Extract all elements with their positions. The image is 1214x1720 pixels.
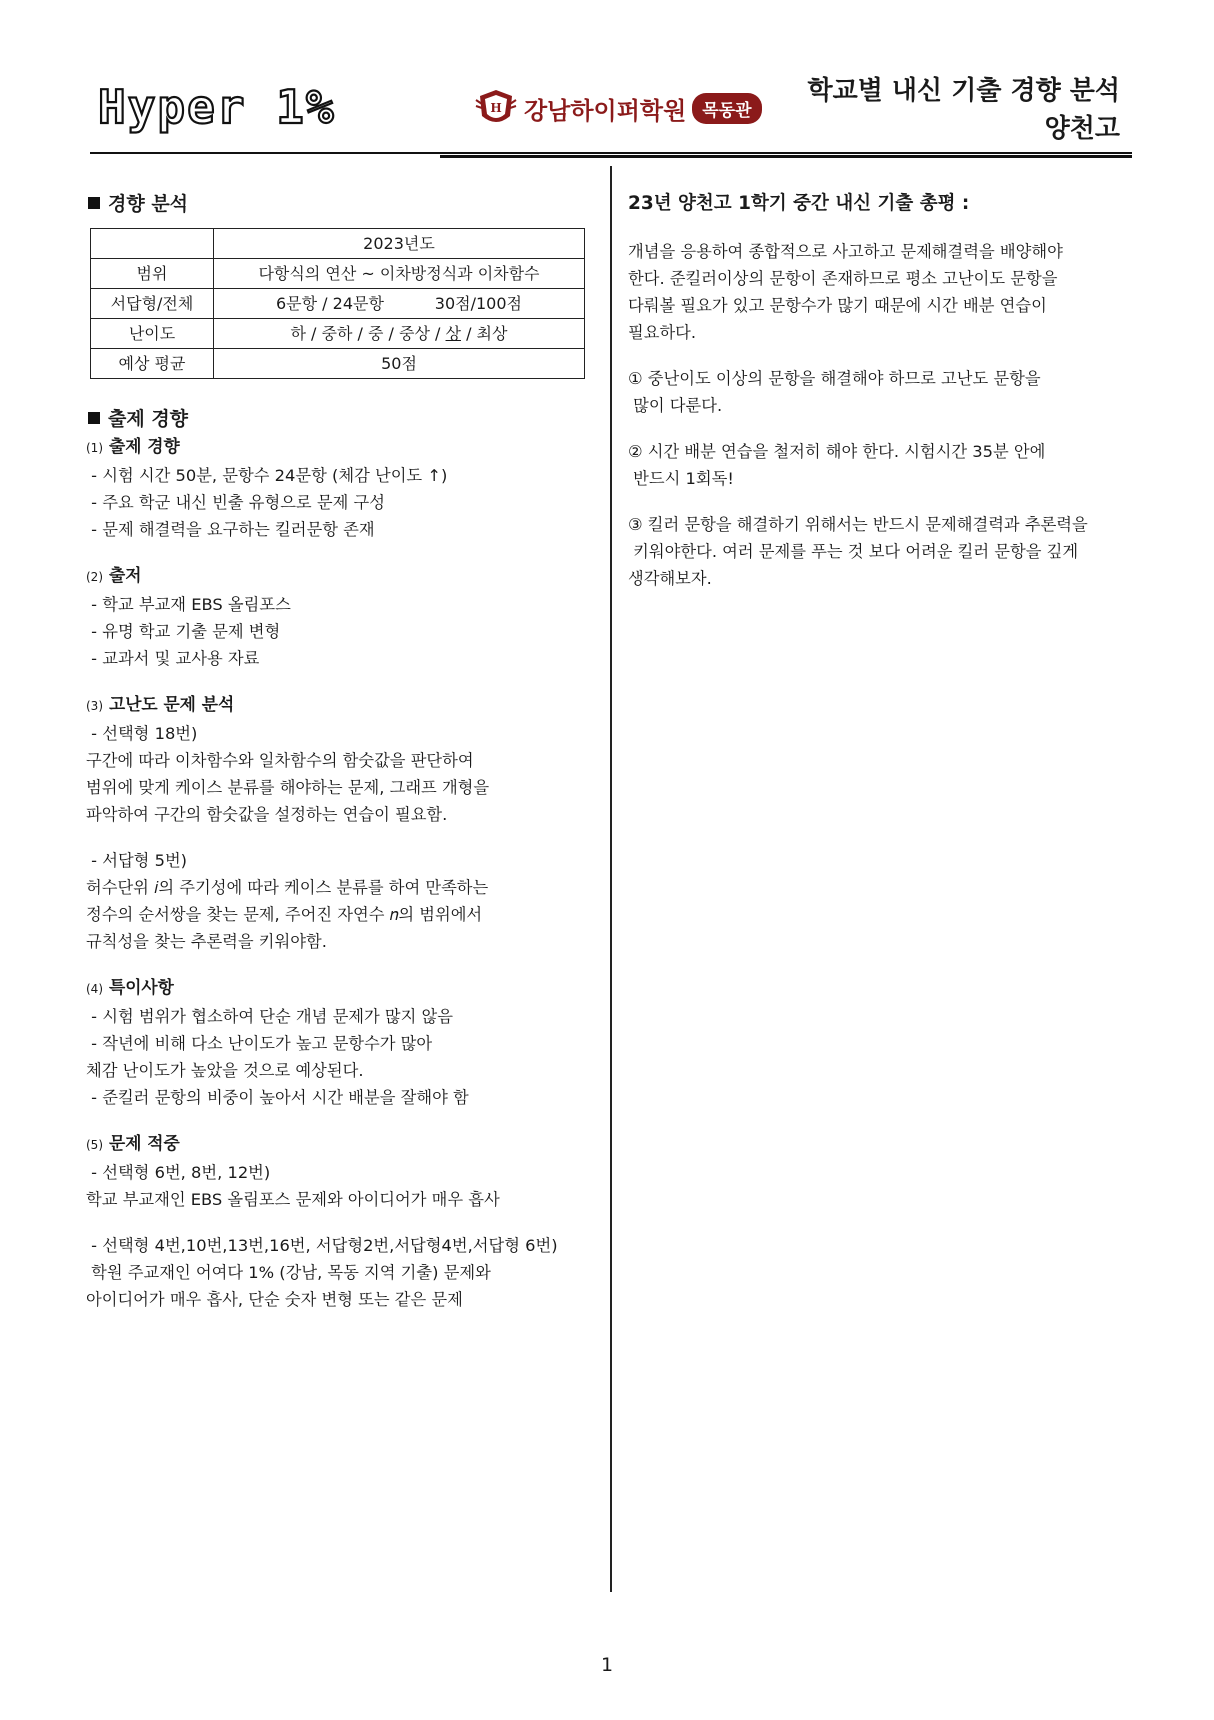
list-item: - 시험 범위가 협소하여 단순 개념 문제가 많지 않음 xyxy=(86,1007,454,1026)
table-row xyxy=(91,319,585,349)
trend-heading: 경향 분석 xyxy=(86,190,596,218)
table-cell: 예상 평균 xyxy=(91,349,214,379)
list-item: - 주요 학군 내신 빈출 유형으로 문제 구성 xyxy=(86,493,385,512)
list-item: - 선택형 18번) xyxy=(86,724,198,743)
list-item: ① 중난이도 이상의 문항을 해결해야 하므로 고난도 문항을 xyxy=(628,369,1041,388)
academy-logo xyxy=(474,86,762,130)
hyper-logo: Hyper 1% xyxy=(98,80,336,134)
school-name: 양천고 xyxy=(1044,114,1120,144)
text-line: 허수단위 𝑖의 주기성에 따라 케이스 분류를 하여 만족하는 xyxy=(86,878,489,897)
table-cell: 난이도 xyxy=(91,319,214,349)
list-item: - 서답형 5번) xyxy=(86,851,188,870)
table-cell: 다항식의 연산 ~ 이차방정식과 이차함수 xyxy=(214,259,585,289)
text-line: 학원 주교재인 어여다 1% (강남, 목동 지역 기출) 문제와 xyxy=(86,1263,491,1282)
page-number: 1 xyxy=(600,1654,614,1676)
branch-badge: 목동관 xyxy=(692,93,761,124)
section-4-heading: (4) 특이사항 xyxy=(86,977,174,997)
review-title: 23년 양천고 1학기 중간 내신 기출 총평 : xyxy=(628,193,970,214)
page-title: 학교별 내신 기출 경향 분석 xyxy=(807,76,1120,106)
svg-text:H: H xyxy=(490,101,502,115)
text-line: 체감 난이도가 높았을 것으로 예상된다. xyxy=(86,1061,364,1080)
table-cell: 범위 xyxy=(91,259,214,289)
list-item: - 학교 부교재 EBS 올림포스 xyxy=(86,595,291,614)
list-item: - 준킬러 문항의 비중이 높아서 시간 배분을 잘해야 함 xyxy=(86,1088,469,1107)
header-rule xyxy=(90,152,1132,154)
list-item: - 선택형 6번, 8번, 12번) xyxy=(86,1163,271,1182)
text-line: 학교 부교재인 EBS 올림포스 문제와 아이디어가 매우 흡사 xyxy=(86,1190,500,1209)
text-line: 개념을 응용하여 종합적으로 사고하고 문제해결력을 배양해야 xyxy=(628,242,1063,261)
table-cell: 서답형/전체 xyxy=(91,289,214,319)
table-cell xyxy=(91,229,214,259)
text-line: 정수의 순서쌍을 찾는 문제, 주어진 자연수 𝑛의 범위에서 xyxy=(86,905,483,924)
list-item: ② 시간 배분 연습을 철저히 해야 한다. 시험시간 35분 안에 xyxy=(628,442,1046,461)
list-item: - 작년에 비해 다소 난이도가 높고 문항수가 많아 xyxy=(86,1034,433,1053)
table-row xyxy=(91,259,585,289)
text-line: 다뤄볼 필요가 있고 문항수가 많기 때문에 시간 배분 연습이 xyxy=(628,296,1047,315)
table-cell: 2023년도 xyxy=(214,229,585,259)
text-line: 파악하여 구간의 함숫값을 설정하는 연습이 필요함. xyxy=(86,805,448,824)
section-3-heading: (3) 고난도 문제 분석 xyxy=(86,694,235,714)
table-cell: 50점 xyxy=(214,349,585,379)
text-line: 아이디어가 매우 흡사, 단순 숫자 변형 또는 같은 문제 xyxy=(86,1290,463,1309)
difficulty-selected: 상 xyxy=(445,324,461,343)
table-cell: 하 / 중하 / 중 / 중상 / 상 / 최상 xyxy=(214,319,585,349)
list-item: - 문제 해결력을 요구하는 킬러문항 존재 xyxy=(86,520,375,539)
header-rule-thick xyxy=(440,155,1132,158)
text-line: 키워야한다. 여러 문제를 푸는 것 보다 어려운 킬러 문항을 깊게 xyxy=(628,542,1079,561)
text-line: 많이 다룬다. xyxy=(628,396,723,415)
exam-heading: 출제 경향 xyxy=(86,405,596,433)
list-item: - 시험 시간 50분, 문항수 24문항 (체감 난이도 ↑) xyxy=(86,466,448,485)
list-item: - 교과서 및 교사용 자료 xyxy=(86,649,260,668)
text-line: 범위에 맞게 케이스 분류를 해야하는 문제, 그래프 개형을 xyxy=(86,778,490,797)
list-item: ③ 킬러 문항을 해결하기 위해서는 반드시 문제해결력과 추론력을 xyxy=(628,515,1088,534)
list-item: - 유명 학교 기출 문제 변형 xyxy=(86,622,281,641)
left-column xyxy=(86,190,596,1313)
text-line: 규칙성을 찾는 추론력을 키워야함. xyxy=(86,932,327,951)
trend-table xyxy=(90,228,585,379)
square-bullet-icon xyxy=(88,412,100,424)
column-divider xyxy=(610,166,612,1592)
square-bullet-icon xyxy=(88,197,100,209)
section-1-heading: (1) 출제 경향 xyxy=(86,436,180,456)
table-row xyxy=(91,289,585,319)
academy-crest-icon xyxy=(474,86,518,130)
table-row xyxy=(91,349,585,379)
list-item: - 선택형 4번,10번,13번,16번, 서답형2번,서답형4번,서답형 6번) xyxy=(86,1236,558,1255)
section-5-heading: (5) 문제 적중 xyxy=(86,1133,180,1153)
right-column xyxy=(628,190,1128,592)
text-line: 한다. 준킬러이상의 문항이 존재하므로 평소 고난이도 문항을 xyxy=(628,269,1058,288)
text-line: 필요하다. xyxy=(628,323,697,342)
text-line: 반드시 1회독! xyxy=(628,469,734,488)
academy-name: 강남하이퍼학원 xyxy=(524,96,687,125)
text-line: 생각해보자. xyxy=(628,569,712,588)
section-2-heading: (2) 출저 xyxy=(86,565,142,585)
text-line: 구간에 따라 이차함수와 일차함수의 함숫값을 판단하여 xyxy=(86,751,474,770)
table-row xyxy=(91,229,585,259)
table-cell: 6문항 / 24문항 30점/100점 xyxy=(214,289,585,319)
